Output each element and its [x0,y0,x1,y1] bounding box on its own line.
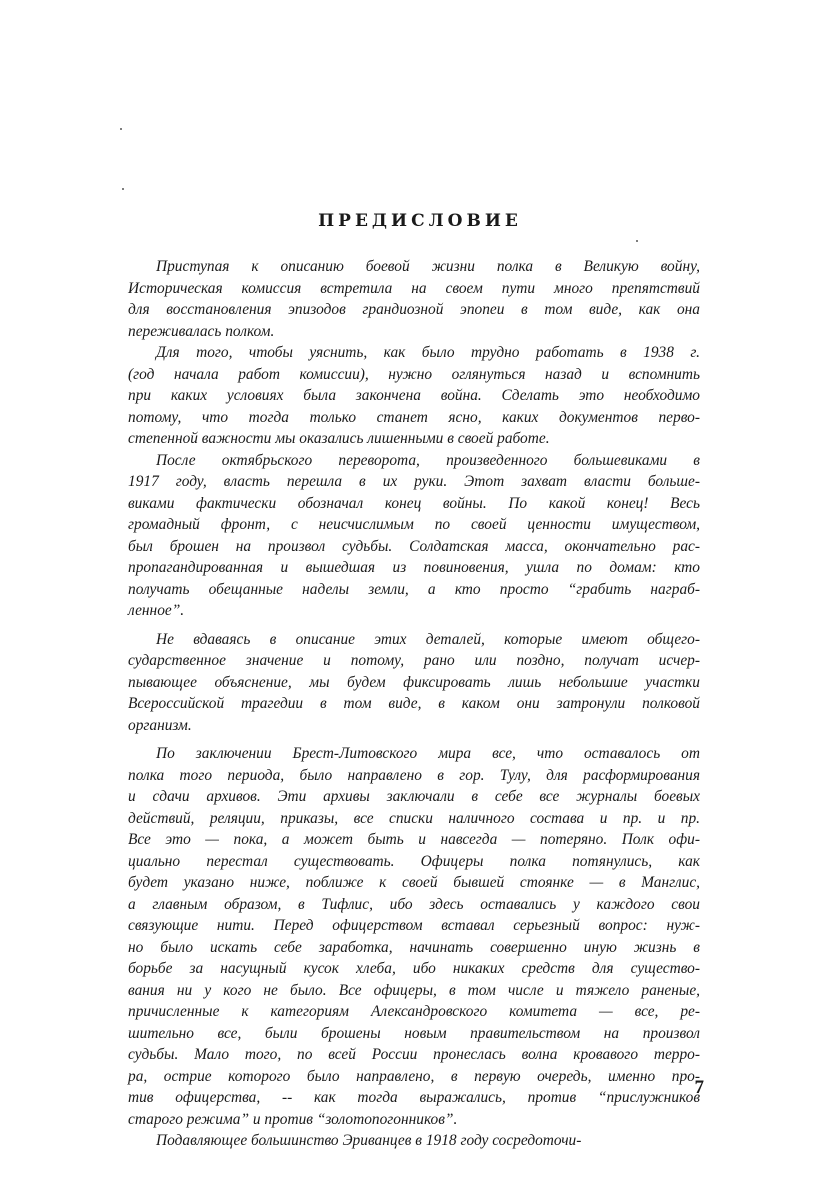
text-line: Историческая комиссия встретила на своем пути много препятствий [128,279,700,297]
text-line: После октябрьского переворота, произведенного большевиками в [156,451,700,469]
text-line: получать обещанные наделы земли, а кто просто “грабить награб- [128,580,700,598]
page-number: 7 [694,1077,704,1098]
text-line: Для того, чтобы уяснить, как было трудно работать в 1938 г. [156,344,700,361]
text-line: сударственное значение и потому, рано или поздно, получат исчер- [128,652,700,669]
text-line: ра, острие которого было направлено, в первую очередь, именно про- [128,1067,700,1085]
text-line: тив офицерства, -- как тогда выражались, против “прислужников [128,1089,700,1106]
page-title: ПРЕДИСЛОВИЕ [318,211,522,231]
text-line: причисленные к категориям Александровского комитета — все, ре- [128,1003,700,1020]
text-line: пропагандированная и вышедшая из повиновения, ушла по домам: кто [128,559,700,576]
text-line: степенной важности мы оказались лишенными в своей работе. [128,430,550,447]
text-line: 1917 году, власть перешла в их руки. Этот захват власти больше- [128,473,700,490]
text-line: но было искать себе заработка, начинать совершенно иную жизнь в [128,938,700,956]
paragraph [128,256,700,342]
text-line: потому, что тогда только станет ясно, каких документов перво- [128,408,700,426]
text-line: будет указано ниже, поближе к своей бывшей стоянке — в Манглис, [128,874,700,891]
text-line: организм. [128,716,192,734]
paragraph [128,1130,700,1152]
text-line: борьбе за насущный кусок хлеба, ибо никаких средств для существо- [128,960,700,977]
text-line: переживалась полком. [128,322,275,340]
paragraph [128,342,700,450]
text-line: судьбы. Мало того, по всей России пронеслась волна кровавого терро- [128,1046,700,1063]
preface-body [128,256,700,1152]
text-line: громадный фронт, с неисчислимым по своей ценности имуществом, [128,516,700,533]
paragraph [128,450,700,622]
text-line: Приступая к описанию боевой жизни полка в Великую войну, [156,258,700,275]
text-line: старого режима” и против “золотопогонников”. [128,1110,458,1128]
text-line: циально перестал существовать. Офицеры полка потянулись, как [128,852,700,870]
text-line: был брошен на произвол судьбы. Солдатская масса, окончательно рас- [128,537,700,555]
text-line: По заключении Брест-Литовского мира все, что оставалось от [156,745,700,762]
text-line: ленное”. [128,602,185,619]
paragraph [128,629,700,737]
text-line: связующие нити. Перед офицерством вставал серьезный вопрос: нуж- [128,917,700,934]
text-line: пывающее объяснение, мы будем фиксировать лишь небольшие участки [128,673,700,691]
text-line: а главным образом, в Тифлис, ибо здесь оставались у каждого свои [128,895,700,913]
text-line: вания ни у кого не было. Все офицеры, в том числе и тяжело раненые, [128,981,700,999]
text-line: действий, реляции, приказы, все списки наличного состава и пр. и пр. [128,809,700,827]
text-line: для восстановления эпизодов грандиозной эпопеи в том виде, как она [128,301,700,318]
scan-speck [122,188,124,190]
text-line: Все это — пока, а может быть и навсегда — потеряно. Полк офи- [128,831,700,848]
text-line: шительно все, были брошены новым правительством на произвол [128,1024,700,1042]
text-line: (год начала работ комиссии), нужно оглянуться назад и вспомнить [128,365,700,383]
text-line: и сдачи архивов. Эти архивы заключали в себе все журналы боевых [128,788,700,805]
text-line: Всероссийской трагедии в том виде, в каком они затронули полковой [128,695,700,712]
text-line: Подавляющее большинство Эриванцев в 1918 году сосредоточи- [156,1132,582,1149]
text-line: при каких условиях была закончена война. Сделать это необходимо [128,387,700,404]
scan-speck [120,128,122,130]
text-line: виками фактически обозначал конец войны. По какой конец! Весь [128,494,700,512]
scan-speck [636,240,638,242]
text-line: полка того периода, было направлено в гор. Тулу, для расформирования [128,766,700,784]
text-line: Не вдаваясь в описание этих деталей, которые имеют общего- [156,630,700,648]
paragraph [128,743,700,1130]
